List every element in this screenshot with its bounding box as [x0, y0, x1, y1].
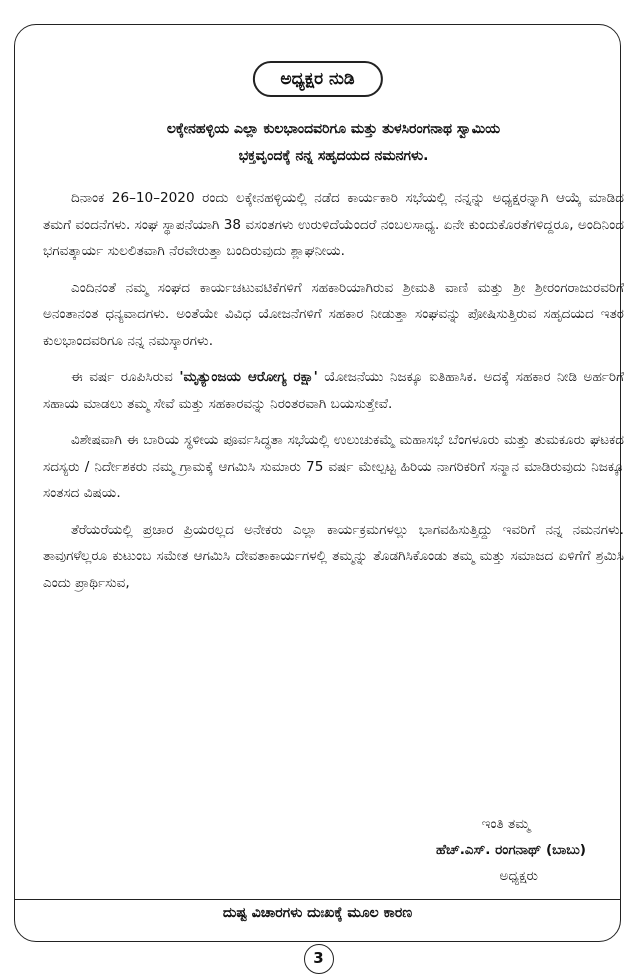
paragraph-4: ವಿಶೇಷವಾಗಿ ಈ ಬಾರಿಯ ಸ್ಥಳೀಯ ಪೂರ್ವಸಿದ್ಧತಾ ಸಭೆಯಲ್ಲಿ ಉಲುಚುಕಮ್ಮೆ ಮಹಾಸಭೆ ಬೆಂಗಳೂರು ಮತ್ತು ತುಮಕೂರು ಘಟಕದ ಸದಸ್ಯರು / ನಿರ್ದೇಶಕರು ನಮ್ಮ ಗ್ರಾಮಕ್ಕೆ ಆಗಮಿಸಿ ಸುಮಾರು 75 ವರ್ಷ ಮೇಲ್ಪಟ್ಟ ಹಿರಿಯ ನಾಗರಿಕರಿಗೆ ಸನ್ಮಾನ ಮಾಡಿರುವುದು ನಿಜಕ್ಕೂ ಸಂತಸದ ವಿಷಯ. — [43, 432, 624, 501]
page-frame — [14, 24, 625, 942]
message-body — [43, 185, 624, 606]
paragraph-3-start: ಈ ವರ್ಷ ರೂಪಿಸಿರುವ — [71, 369, 180, 385]
paragraph-2: ಎಂದಿನಂತೆ ನಮ್ಮ ಸಂಘದ ಕಾರ್ಯಚಟುವಟಿಕೆಗಳಿಗೆ ಸಹಕಾರಿಯಾಗಿರುವ ಶ್ರೀಮತಿ ವಾಣಿ ಮತ್ತು ಶ್ರೀ ಶ್ರೀರಂಗರಾಜುರವರಿಗೆ ಅನಂತಾನಂತ ಧನ್ಯವಾದಗಳು. ಅಂತೆಯೇ ವಿವಿಧ ಯೋಜನೆಗಳಿಗೆ ಸಹಕಾರ ನೀಡುತ್ತಾ ಸಂಘವನ್ನು ಪೋಷಿಸುತ್ತಿರುವ ಸಹೃದಯದ ಇತರ ಕುಲಭಾಂದವರಿಗೂ ನನ್ನ ನಮಸ್ಕಾರಗಳು. — [43, 279, 624, 349]
signature-block — [436, 811, 586, 889]
greeting — [45, 116, 622, 170]
signatory-name: ಹೆಚ್.ಎಸ್. ರಂಗನಾಥ್ (ಬಾಬು) — [436, 842, 586, 858]
paragraph-3-end: ಯೋಜನೆಯು ನಿಜಕ್ಕೂ ಐತಿಹಾಸಿಕ. ಅದಕ್ಕೆ ಸಹಕಾರ ನೀಡಿ ಅರ್ಹರಿಗೆ ಸಹಾಯ ಮಾಡಲು ತಮ್ಮ ಸೇವೆ ಮತ್ತು ಸಹಕಾರವನ್ನು ನಿರಂತರವಾಗಿ ಬಯಸುತ್ತೇವೆ. — [43, 369, 625, 412]
signatory-role: ಅಧ್ಯಕ್ಷರು — [499, 868, 538, 884]
greeting-line-2: ಭಕ್ತವೃಂದಕ್ಕೆ ನನ್ನ ಸಹೃದಯದ ನಮನಗಳು. — [238, 148, 429, 164]
footer-divider — [15, 899, 620, 900]
paragraph-1: ದಿನಾಂಕ 26–10–2020 ರಂದು ಲಕ್ಕೇನಹಳ್ಳಿಯಲ್ಲಿ ನಡೆದ ಕಾರ್ಯಕಾರಿ ಸಭೆಯಲ್ಲಿ ನನ್ನನ್ನು ಅಧ್ಯಕ್ಷರನ್ನಾಗಿ ಆಯ್ಕೆ ಮಾಡಿದ ತಮಗೆ ವಂದನೆಗಳು. ಸಂಘ ಸ್ಥಾಪನೆಯಾಗಿ 38 ವಸಂತಗಳು ಉರುಳಿದೆಯೆಂದರೆ ನಂಬಲಸಾಧ್ಯ. ಏನೇ ಕುಂದುಕೊರತೆಗಳಿದ್ದರೂ, ಅಂದಿನಿಂದ ಭಗವತ್ಕಾರ್ಯ ಸುಲಲಿತವಾಗಿ ನೆರವೇರುತ್ತಾ ಬಂದಿರುವುದು ಶ್ಲಾಘನೀಯ. — [43, 190, 625, 259]
page-title: ಅಧ್ಯಕ್ಷರ ನುಡಿ — [252, 61, 382, 97]
page-number: 3 — [304, 944, 334, 974]
greeting-line-1: ಲಕ್ಕೇನಹಳ್ಳಿಯ ಎಲ್ಲಾ ಕುಲಭಾಂದವರಿಗೂ ಮತ್ತು ತುಳಸಿರಂಗನಾಥ ಸ್ವಾಮಿಯ — [166, 121, 501, 137]
signature-closing: ಇಂತಿ ತಮ್ಮ — [481, 816, 530, 832]
paragraph-3 — [43, 364, 624, 417]
paragraph-5: ತೆರೆಯರೆಯಲ್ಲಿ ಪ್ರಚಾರ ಪ್ರಿಯರಲ್ಲದ ಅನೇಕರು ಎಲ್ಲಾ ಕಾರ್ಯಕ್ರಮಗಳಲ್ಲು ಭಾಗವಹಿಸುತ್ತಿದ್ದು ಇವರಿಗೆ ನನ್ನ ನಮನಗಳು. ತಾವುಗಳೆಲ್ಲರೂ ಕುಟುಂಬ ಸಮೇತ ಆಗಮಿಸಿ ದೇವತಾಕಾರ್ಯಗಳಲ್ಲಿ ತಮ್ಮನ್ನು ತೊಡಗಿಸಿಕೊಂಡು ತಮ್ಮ ಮತ್ತು ಸಮಾಜದ ಏಳಿಗೆಗೆ ಶ್ರಮಿಸಿ ಎಂದು ಪ್ರಾರ್ಥಿಸುವ, — [43, 521, 624, 591]
footer-quote: ದುಷ್ಟ ವಿಚಾರಗಳು ದುಃಖಕ್ಕೆ ಮೂಲ ಕಾರಣ — [222, 905, 413, 921]
scheme-name: 'ಮೃತ್ಯುಂಜಯ ಆರೋಗ್ಯ ರಕ್ಷಾ' — [179, 369, 318, 385]
